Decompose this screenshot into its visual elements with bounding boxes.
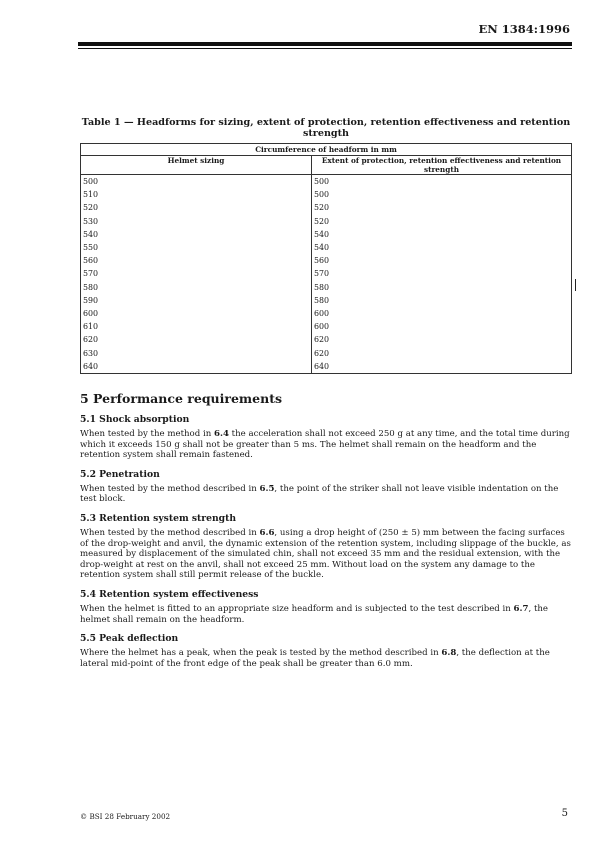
table-caption: Table 1 — Headforms for sizing, extent of protection, retention effectiveness and retention strength xyxy=(81,117,571,139)
extent-of-protection-cell: 500 xyxy=(312,175,572,189)
clause-ref: 6.6 xyxy=(259,527,275,538)
table-row xyxy=(81,175,572,189)
extent-of-protection-cell: 600 xyxy=(312,320,572,333)
helmet-sizing-cell: 620 xyxy=(81,333,312,346)
extent-of-protection-cell: 520 xyxy=(312,201,572,214)
clause-5-3-text: When tested by the method described in 6.6, using a drop height of (250 ± 5) mm between the facing surfaces of the drop-weight and anvil, the dynamic extension of the retention system, including slippage of the buckle, as measured by displacement of the simulated chin, shall not exceed 35 mm and the residual extension, with the drop-weight at rest on the anvil, shall not exceed 25 mm. Without load on the system any damage to the retention system shall still permit release of the buckle. xyxy=(80,527,571,581)
table-row xyxy=(81,360,572,374)
clause-ref: 6.8 xyxy=(441,648,457,659)
table-row xyxy=(81,215,572,228)
table-col1-header: Helmet sizing xyxy=(81,156,312,175)
table-col2-header: Extent of protection, retention effectiveness and retention strength xyxy=(312,156,572,175)
helmet-sizing-cell: 540 xyxy=(81,228,312,241)
table-row xyxy=(81,254,572,267)
clause-5-1-text: When tested by the method in 6.4 the acceleration shall not exceed 250 g at any time, and the total time during which it exceeds 150 g shall not be greater than 5 ms. The helmet shall remain on the headform and the retention system shall remain fastened. xyxy=(80,429,570,461)
helmet-sizing-cell: 530 xyxy=(81,215,312,228)
extent-of-protection-cell: 620 xyxy=(312,333,572,346)
table-row xyxy=(81,294,572,307)
table-row xyxy=(81,267,572,280)
header-rule-thin xyxy=(78,48,572,49)
clause-5-3-heading: 5.3 Retention system strength xyxy=(80,512,236,524)
table-row xyxy=(81,320,572,333)
clause-5-5-heading: 5.5 Peak deflection xyxy=(80,633,179,645)
extent-of-protection-cell: 560 xyxy=(312,254,572,267)
clause-ref: 6.7 xyxy=(513,603,529,614)
extent-of-protection-cell: 640 xyxy=(312,360,572,374)
helmet-sizing-cell: 500 xyxy=(81,175,312,189)
document-code: EN 1384:1996 xyxy=(478,22,570,36)
helmet-sizing-cell: 550 xyxy=(81,241,312,254)
page-number: 5 xyxy=(561,808,568,819)
helmet-sizing-cell: 580 xyxy=(81,281,312,294)
helmet-sizing-cell: 590 xyxy=(81,294,312,307)
clause-5-5-text: Where the helmet has a peak, when the peak is tested by the method described in 6.8, the deflection at the lateral mid-point of the front edge of the peak shall be greater than 6.0 mm. xyxy=(80,648,550,669)
extent-of-protection-cell: 570 xyxy=(312,267,572,280)
clause-5-4-heading: 5.4 Retention system effectiveness xyxy=(80,588,259,600)
footer-copyright: © BSI 28 February 2002 xyxy=(80,812,171,821)
clause-ref: 6.5 xyxy=(259,483,275,494)
table-row xyxy=(81,307,572,320)
section-5 xyxy=(80,392,572,677)
table-row xyxy=(81,201,572,214)
extent-of-protection-cell: 520 xyxy=(312,215,572,228)
extent-of-protection-cell: 580 xyxy=(312,281,572,294)
helmet-sizing-cell: 630 xyxy=(81,347,312,360)
table-body xyxy=(81,175,572,374)
clause-5-2-heading: 5.2 Penetration xyxy=(80,468,160,480)
helmet-sizing-cell: 520 xyxy=(81,201,312,214)
extent-of-protection-cell: 580 xyxy=(312,294,572,307)
section-heading: 5 Performance requirements xyxy=(80,391,283,406)
helmet-sizing-cell: 510 xyxy=(81,188,312,201)
table-row xyxy=(81,333,572,346)
extent-of-protection-cell: 540 xyxy=(312,241,572,254)
helmet-sizing-cell: 640 xyxy=(81,360,312,374)
helmet-sizing-cell: 570 xyxy=(81,267,312,280)
table-row xyxy=(81,347,572,360)
change-bar xyxy=(575,279,576,291)
extent-of-protection-cell: 600 xyxy=(312,307,572,320)
extent-of-protection-cell: 540 xyxy=(312,228,572,241)
headform-table xyxy=(80,143,572,374)
header-rule-thick xyxy=(78,42,572,46)
table-row xyxy=(81,281,572,294)
helmet-sizing-cell: 560 xyxy=(81,254,312,267)
table-row xyxy=(81,188,572,201)
helmet-sizing-cell: 610 xyxy=(81,320,312,333)
clause-5-1-heading: 5.1 Shock absorption xyxy=(80,414,190,425)
extent-of-protection-cell: 500 xyxy=(312,188,572,201)
extent-of-protection-cell: 620 xyxy=(312,347,572,360)
table-row xyxy=(81,228,572,241)
table-row xyxy=(81,241,572,254)
clause-ref: 6.4 xyxy=(213,429,229,439)
table-span-header: Circumference of headform in mm xyxy=(81,144,572,156)
helmet-sizing-cell: 600 xyxy=(81,307,312,320)
clause-5-2-text: When tested by the method described in 6.5, the point of the striker shall not leave visible indentation on the test block. xyxy=(80,483,559,505)
clause-5-4-text: When the helmet is fitted to an appropriate size headform and is subjected to the test described in 6.7, the helmet shall remain on the headform. xyxy=(80,603,549,625)
